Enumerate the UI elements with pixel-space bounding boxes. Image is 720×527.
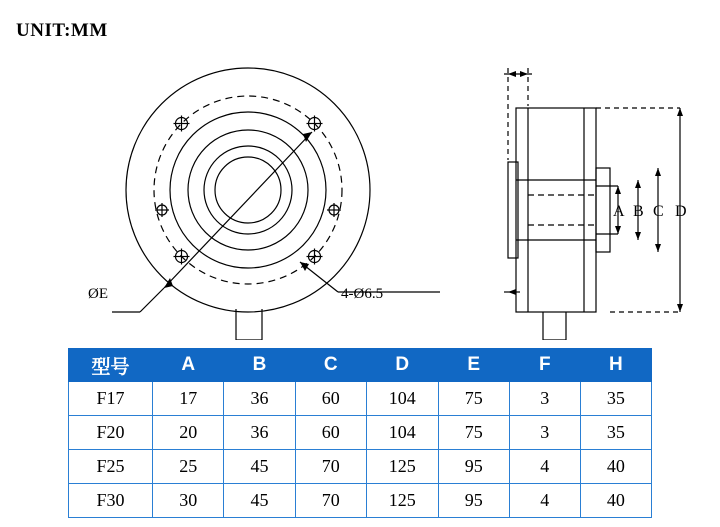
cell-a: 30 — [153, 484, 224, 518]
cell-c: 70 — [295, 484, 366, 518]
cell-d: 125 — [366, 484, 438, 518]
header-b: B — [224, 349, 295, 382]
table-row — [69, 484, 652, 518]
dim-label-c: C — [653, 203, 664, 220]
drawing-svg — [0, 40, 720, 340]
cell-model: F20 — [69, 416, 153, 450]
oe-leader — [140, 288, 164, 312]
cell-e: 75 — [438, 382, 509, 416]
cell-model: F25 — [69, 450, 153, 484]
ring-2 — [188, 130, 308, 250]
header-h: H — [580, 349, 651, 382]
cell-b: 45 — [224, 450, 295, 484]
ring-1 — [170, 112, 326, 268]
header-c: C — [295, 349, 366, 382]
diameter-leader — [164, 132, 312, 288]
cell-e: 95 — [438, 450, 509, 484]
table-row — [69, 382, 652, 416]
dim-label-b: B — [633, 203, 644, 220]
dim-label-a: A — [613, 203, 625, 220]
header-d: D — [366, 349, 438, 382]
cell-f: 4 — [509, 484, 580, 518]
cell-b: 45 — [224, 484, 295, 518]
side-bottom-connector — [543, 312, 566, 340]
cell-f: 4 — [509, 450, 580, 484]
cell-f: 3 — [509, 382, 580, 416]
cell-h: 40 — [580, 484, 651, 518]
cell-c: 60 — [295, 382, 366, 416]
header-f: F — [509, 349, 580, 382]
table-row — [69, 416, 652, 450]
bore-circle — [215, 157, 281, 223]
cell-a: 20 — [153, 416, 224, 450]
cell-d: 104 — [366, 416, 438, 450]
bolt-holes — [174, 116, 323, 265]
right-boss — [596, 168, 610, 252]
cell-c: 70 — [295, 450, 366, 484]
side-holes — [155, 203, 341, 217]
bolt-circle-dashed — [154, 96, 342, 284]
cell-b: 36 — [224, 382, 295, 416]
dim-label-d: D — [675, 203, 687, 220]
header-model: 型号 — [69, 349, 153, 382]
hole-callout-label: 4-Ø6.5 — [341, 286, 384, 302]
ring-3 — [204, 146, 292, 234]
front-view — [112, 68, 440, 340]
outer-circle — [126, 68, 370, 312]
cell-model: F30 — [69, 484, 153, 518]
cell-d: 125 — [366, 450, 438, 484]
technical-drawing — [0, 40, 720, 340]
unit-label: UNIT:MM — [16, 20, 108, 41]
cell-h: 35 — [580, 416, 651, 450]
cell-a: 17 — [153, 382, 224, 416]
cell-h: 35 — [580, 382, 651, 416]
cell-e: 95 — [438, 484, 509, 518]
cell-a: 25 — [153, 450, 224, 484]
cell-b: 36 — [224, 416, 295, 450]
cell-f: 3 — [509, 416, 580, 450]
table-row — [69, 450, 652, 484]
cell-d: 104 — [366, 382, 438, 416]
specification-table — [68, 348, 652, 518]
cell-h: 40 — [580, 450, 651, 484]
cell-e: 75 — [438, 416, 509, 450]
header-a: A — [153, 349, 224, 382]
cell-c: 60 — [295, 416, 366, 450]
diameter-callout-label: ØE — [88, 286, 108, 302]
cell-model: F17 — [69, 382, 153, 416]
header-e: E — [438, 349, 509, 382]
bottom-connector — [236, 309, 262, 340]
table-header-row — [69, 349, 652, 382]
